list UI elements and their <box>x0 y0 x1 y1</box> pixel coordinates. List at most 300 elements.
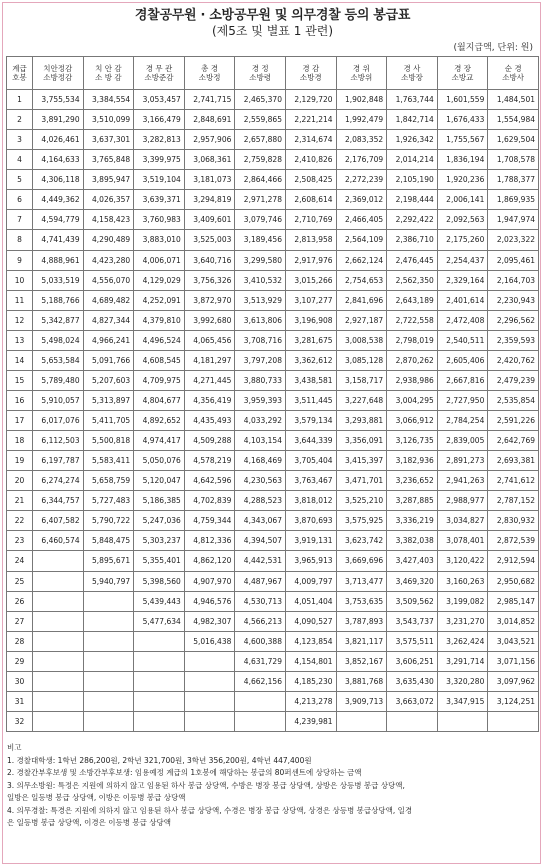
salary-cell: 2,083,352 <box>336 130 387 150</box>
salary-cell: 3,415,397 <box>336 451 387 471</box>
table-row <box>7 691 539 711</box>
salary-cell <box>33 711 84 731</box>
salary-cell: 3,068,361 <box>184 150 235 170</box>
salary-cell: 3,623,742 <box>336 531 387 551</box>
salary-cell: 3,347,915 <box>437 691 488 711</box>
salary-cell: 3,015,266 <box>285 270 336 290</box>
salary-cell: 1,554,984 <box>488 110 539 130</box>
salary-cell: 2,870,262 <box>387 350 438 370</box>
salary-cell: 3,262,424 <box>437 631 488 651</box>
grade-header-line: 호봉 <box>12 73 27 82</box>
salary-cell: 4,006,071 <box>134 250 185 270</box>
unit-label: (월지급액, 단위: 원) <box>453 43 533 53</box>
page-title: 경찰공무원 · 소방공무원 및 의무경찰 등의 봉급표 <box>134 8 411 23</box>
salary-cell: 4,168,469 <box>235 451 286 471</box>
column-header-line: 경 장 <box>454 64 471 73</box>
column-header-line: 소방정감 <box>43 73 73 82</box>
salary-cell: 3,760,983 <box>134 210 185 230</box>
salary-cell: 5,313,897 <box>83 390 134 410</box>
salary-cell: 3,613,806 <box>235 310 286 330</box>
salary-cell: 2,095,461 <box>488 250 539 270</box>
salary-cell: 5,207,603 <box>83 370 134 390</box>
salary-cell: 4,907,970 <box>184 571 235 591</box>
salary-cell: 1,484,501 <box>488 90 539 110</box>
table-row <box>7 671 539 691</box>
salary-cell: 2,535,854 <box>488 390 539 410</box>
table-row <box>7 451 539 471</box>
salary-cell: 2,230,943 <box>488 290 539 310</box>
table-row <box>7 170 539 190</box>
salary-cell: 2,465,370 <box>235 90 286 110</box>
salary-cell: 4,966,241 <box>83 330 134 350</box>
salary-cell: 3,755,534 <box>33 90 84 110</box>
salary-cell: 4,631,729 <box>235 651 286 671</box>
table-row <box>7 390 539 410</box>
salary-cell: 2,787,152 <box>488 491 539 511</box>
column-header-line: 소방령 <box>249 73 272 82</box>
salary-cell: 6,112,503 <box>33 431 84 451</box>
salary-cell: 3,438,581 <box>285 370 336 390</box>
salary-cell: 2,386,710 <box>387 230 438 250</box>
salary-cell: 3,763,467 <box>285 471 336 491</box>
salary-cell: 2,813,958 <box>285 230 336 250</box>
salary-cell: 4,974,417 <box>134 431 185 451</box>
salary-cell <box>387 711 438 731</box>
salary-cell: 2,917,976 <box>285 250 336 270</box>
salary-cell: 4,812,336 <box>184 531 235 551</box>
table-row <box>7 330 539 350</box>
column-header-line: 경 감 <box>302 64 320 73</box>
salary-cell: 3,160,263 <box>437 571 488 591</box>
salary-cell: 3,282,813 <box>134 130 185 150</box>
grade-cell: 23 <box>7 531 33 551</box>
salary-cell: 2,092,563 <box>437 210 488 230</box>
table-row <box>7 511 539 531</box>
grade-cell: 21 <box>7 491 33 511</box>
table-row <box>7 531 539 551</box>
salary-cell: 1,708,578 <box>488 150 539 170</box>
salary-cell: 4,033,292 <box>235 411 286 431</box>
salary-cell: 3,880,733 <box>235 370 286 390</box>
table-row <box>7 150 539 170</box>
salary-cell: 3,525,003 <box>184 230 235 250</box>
grade-cell: 13 <box>7 330 33 350</box>
grade-cell: 25 <box>7 571 33 591</box>
salary-cell: 6,197,787 <box>33 451 84 471</box>
grade-cell: 28 <box>7 631 33 651</box>
table-row <box>7 711 539 731</box>
salary-cell: 4,642,596 <box>184 471 235 491</box>
table-row <box>7 290 539 310</box>
salary-cell <box>235 711 286 731</box>
salary-cell: 2,175,260 <box>437 230 488 250</box>
note-line: 1. 경찰대학생: 1학년 286,200원, 2학년 321,700원, 3학년 356,200원, 4학년 447,400원 <box>7 755 312 765</box>
salary-cell: 2,841,696 <box>336 290 387 310</box>
salary-cell: 5,355,401 <box>134 551 185 571</box>
salary-cell: 4,379,810 <box>134 310 185 330</box>
salary-cell: 4,556,070 <box>83 270 134 290</box>
salary-cell: 4,449,362 <box>33 190 84 210</box>
salary-cell: 3,399,975 <box>134 150 185 170</box>
salary-cell <box>437 711 488 731</box>
salary-cell: 4,496,524 <box>134 330 185 350</box>
salary-cell: 3,227,648 <box>336 390 387 410</box>
salary-cell: 4,271,445 <box>184 370 235 390</box>
salary-cell <box>83 651 134 671</box>
salary-cell: 3,705,404 <box>285 451 336 471</box>
column-header-line: 소 방 감 <box>95 73 122 82</box>
salary-cell: 2,754,653 <box>336 270 387 290</box>
table-row <box>7 611 539 631</box>
salary-cell: 2,164,703 <box>488 270 539 290</box>
column-header <box>33 57 84 90</box>
salary-cell: 6,274,274 <box>33 471 84 491</box>
salary-cell: 1,676,433 <box>437 110 488 130</box>
salary-cell: 4,185,230 <box>285 671 336 691</box>
salary-cell: 6,460,574 <box>33 531 84 551</box>
salary-cell <box>83 711 134 731</box>
salary-cell: 3,410,532 <box>235 270 286 290</box>
salary-cell: 2,759,828 <box>235 150 286 170</box>
salary-cell: 2,472,408 <box>437 310 488 330</box>
grade-cell: 12 <box>7 310 33 330</box>
salary-cell: 3,635,430 <box>387 671 438 691</box>
salary-cell: 4,435,493 <box>184 411 235 431</box>
salary-cell: 4,103,154 <box>235 431 286 451</box>
table-row <box>7 431 539 451</box>
column-header-line: 소방위 <box>350 73 373 82</box>
salary-cell: 3,066,912 <box>387 411 438 431</box>
salary-cell <box>83 611 134 631</box>
salary-table <box>6 56 539 732</box>
salary-cell: 2,938,986 <box>387 370 438 390</box>
table-row <box>7 130 539 150</box>
salary-cell: 2,476,445 <box>387 250 438 270</box>
column-header-line: 경 사 <box>403 64 421 73</box>
salary-cell: 2,369,012 <box>336 190 387 210</box>
salary-cell: 3,294,819 <box>184 190 235 210</box>
salary-cell: 2,105,190 <box>387 170 438 190</box>
column-header-line: 경 무 관 <box>145 64 173 73</box>
salary-cell: 1,836,194 <box>437 150 488 170</box>
salary-cell: 3,510,099 <box>83 110 134 130</box>
salary-cell: 2,605,406 <box>437 350 488 370</box>
salary-cell: 3,509,562 <box>387 591 438 611</box>
salary-cell: 4,065,456 <box>184 330 235 350</box>
grade-cell: 3 <box>7 130 33 150</box>
salary-cell: 3,579,134 <box>285 411 336 431</box>
salary-cell <box>33 691 84 711</box>
salary-cell: 3,199,082 <box>437 591 488 611</box>
salary-cell <box>83 691 134 711</box>
grade-cell: 4 <box>7 150 33 170</box>
salary-cell: 3,281,675 <box>285 330 336 350</box>
table-row <box>7 370 539 390</box>
table-row <box>7 350 539 370</box>
salary-cell: 2,872,539 <box>488 531 539 551</box>
salary-cell: 4,689,482 <box>83 290 134 310</box>
salary-cell: 2,540,511 <box>437 330 488 350</box>
grade-cell: 6 <box>7 190 33 210</box>
grade-cell: 24 <box>7 551 33 571</box>
note-line: 4. 의무경찰: 특경은 지원에 의하지 않고 임용된 하사 봉급 상당액, 수경은 병장 봉급 상당액, 상경은 상등병 봉급상당액, 일경 <box>7 805 413 815</box>
salary-cell: 3,637,301 <box>83 130 134 150</box>
salary-cell: 5,653,584 <box>33 350 84 370</box>
salary-cell: 3,891,290 <box>33 110 84 130</box>
salary-cell: 3,765,848 <box>83 150 134 170</box>
salary-cell <box>33 671 84 691</box>
salary-cell: 3,181,073 <box>184 170 235 190</box>
salary-cell: 3,287,885 <box>387 491 438 511</box>
salary-cell: 1,902,848 <box>336 90 387 110</box>
salary-cell: 3,513,929 <box>235 290 286 310</box>
salary-cell: 3,959,393 <box>235 390 286 410</box>
salary-cell <box>33 631 84 651</box>
salary-cell: 3,291,714 <box>437 651 488 671</box>
salary-cell <box>336 711 387 731</box>
salary-cell: 6,344,757 <box>33 491 84 511</box>
salary-cell: 4,566,213 <box>235 611 286 631</box>
salary-cell: 2,296,562 <box>488 310 539 330</box>
salary-cell: 3,787,893 <box>336 611 387 631</box>
salary-cell: 3,124,251 <box>488 691 539 711</box>
salary-cell: 3,511,445 <box>285 390 336 410</box>
salary-cell: 5,188,766 <box>33 290 84 310</box>
salary-cell: 6,017,076 <box>33 411 84 431</box>
salary-cell: 4,026,461 <box>33 130 84 150</box>
salary-cell: 3,797,208 <box>235 350 286 370</box>
salary-cell: 2,466,405 <box>336 210 387 230</box>
salary-cell: 3,014,852 <box>488 611 539 631</box>
grade-cell: 11 <box>7 290 33 310</box>
salary-cell: 2,608,614 <box>285 190 336 210</box>
salary-cell: 2,941,263 <box>437 471 488 491</box>
salary-cell: 2,272,239 <box>336 170 387 190</box>
salary-cell: 5,498,024 <box>33 330 84 350</box>
grade-cell: 22 <box>7 511 33 531</box>
salary-cell: 1,788,377 <box>488 170 539 190</box>
salary-cell: 4,662,156 <box>235 671 286 691</box>
salary-cell: 3,644,339 <box>285 431 336 451</box>
salary-cell: 4,709,975 <box>134 370 185 390</box>
salary-cell: 2,410,826 <box>285 150 336 170</box>
salary-cell: 3,919,131 <box>285 531 336 551</box>
salary-cell: 4,982,307 <box>184 611 235 631</box>
salary-cell: 4,288,523 <box>235 491 286 511</box>
table-row <box>7 571 539 591</box>
salary-cell <box>184 651 235 671</box>
salary-cell: 3,708,716 <box>235 330 286 350</box>
salary-cell: 4,356,419 <box>184 390 235 410</box>
salary-cell: 4,213,278 <box>285 691 336 711</box>
salary-cell: 3,883,010 <box>134 230 185 250</box>
salary-cell: 3,575,925 <box>336 511 387 531</box>
salary-cell: 5,790,722 <box>83 511 134 531</box>
column-header-line: 경 위 <box>352 64 370 73</box>
salary-cell: 3,519,104 <box>134 170 185 190</box>
salary-cell: 3,078,401 <box>437 531 488 551</box>
salary-cell: 5,303,237 <box>134 531 185 551</box>
note-line: 은 일등병 봉급 상당액, 이경은 이등병 봉급 상당액 <box>7 818 171 827</box>
column-header-line: 소방사 <box>502 73 525 82</box>
column-header <box>184 57 235 90</box>
salary-cell: 4,026,357 <box>83 190 134 210</box>
notes-section <box>7 742 537 830</box>
salary-cell: 4,862,120 <box>184 551 235 571</box>
salary-cell: 5,342,877 <box>33 310 84 330</box>
salary-cell: 1,755,567 <box>437 130 488 150</box>
salary-cell: 4,158,423 <box>83 210 134 230</box>
grade-cell: 19 <box>7 451 33 471</box>
table-row <box>7 210 539 230</box>
table-row <box>7 411 539 431</box>
salary-cell: 3,753,635 <box>336 591 387 611</box>
table-row <box>7 591 539 611</box>
salary-cell: 5,398,560 <box>134 571 185 591</box>
salary-cell: 3,120,422 <box>437 551 488 571</box>
salary-cell: 3,336,219 <box>387 511 438 531</box>
column-header-line: 소방정 <box>198 73 221 82</box>
salary-cell <box>33 651 84 671</box>
grade-cell: 15 <box>7 370 33 390</box>
salary-cell: 4,702,839 <box>184 491 235 511</box>
salary-cell: 6,407,582 <box>33 511 84 531</box>
salary-cell: 2,292,422 <box>387 210 438 230</box>
salary-cell: 3,881,768 <box>336 671 387 691</box>
column-header-line: 소방교 <box>451 73 474 82</box>
salary-cell: 5,186,385 <box>134 491 185 511</box>
salary-cell: 2,950,682 <box>488 571 539 591</box>
salary-cell: 2,710,769 <box>285 210 336 230</box>
salary-cell: 3,293,881 <box>336 411 387 431</box>
salary-cell: 4,090,527 <box>285 611 336 631</box>
salary-cell: 4,239,981 <box>285 711 336 731</box>
salary-cell: 4,442,531 <box>235 551 286 571</box>
table-row <box>7 651 539 671</box>
salary-cell: 2,559,865 <box>235 110 286 130</box>
column-header-line: 순 경 <box>504 64 522 73</box>
salary-cell: 5,727,483 <box>83 491 134 511</box>
salary-cell: 2,642,769 <box>488 431 539 451</box>
salary-cell: 3,384,554 <box>83 90 134 110</box>
salary-cell: 3,166,479 <box>134 110 185 130</box>
salary-cell: 2,479,239 <box>488 370 539 390</box>
table-row <box>7 491 539 511</box>
salary-cell: 3,992,680 <box>184 310 235 330</box>
salary-cell: 5,658,759 <box>83 471 134 491</box>
salary-cell <box>33 571 84 591</box>
salary-cell <box>184 671 235 691</box>
salary-cell: 3,196,908 <box>285 310 336 330</box>
column-header-line: 치안정감 <box>43 64 73 73</box>
salary-cell <box>134 711 185 731</box>
salary-cell: 3,543,737 <box>387 611 438 631</box>
salary-cell <box>235 691 286 711</box>
salary-cell <box>134 691 185 711</box>
table-row <box>7 90 539 110</box>
salary-cell: 5,477,634 <box>134 611 185 631</box>
salary-cell: 2,508,425 <box>285 170 336 190</box>
column-header <box>488 57 539 90</box>
salary-cell: 2,221,214 <box>285 110 336 130</box>
salary-cell: 2,254,437 <box>437 250 488 270</box>
salary-cell: 3,043,521 <box>488 631 539 651</box>
salary-cell: 2,798,019 <box>387 330 438 350</box>
column-header-line: 총 경 <box>201 64 219 73</box>
salary-cell: 3,034,827 <box>437 511 488 531</box>
salary-cell: 2,830,932 <box>488 511 539 531</box>
salary-cell: 2,912,594 <box>488 551 539 571</box>
salary-cell: 2,643,189 <box>387 290 438 310</box>
table-row <box>7 551 539 571</box>
salary-cell <box>488 711 539 731</box>
salary-cell: 3,236,652 <box>387 471 438 491</box>
salary-cell: 5,411,705 <box>83 411 134 431</box>
grade-header-line: 계급 <box>12 64 27 73</box>
salary-cell <box>33 591 84 611</box>
column-header <box>336 57 387 90</box>
note-line: 일방은 일등병 봉급 상당액, 이방은 이등병 봉급 상당액 <box>7 793 186 802</box>
note-line: 2. 경찰간부후보생 및 소방간부후보생: 임용예정 계급의 1호봉에 해당하는 봉급의 80퍼센트에 상당하는 금액 <box>7 768 362 777</box>
salary-cell: 3,004,295 <box>387 390 438 410</box>
salary-cell: 2,198,444 <box>387 190 438 210</box>
salary-cell: 4,252,091 <box>134 290 185 310</box>
salary-cell: 4,009,797 <box>285 571 336 591</box>
salary-cell: 4,594,779 <box>33 210 84 230</box>
salary-cell: 2,693,381 <box>488 451 539 471</box>
salary-cell: 3,525,210 <box>336 491 387 511</box>
table-row <box>7 230 539 250</box>
salary-cell: 3,852,167 <box>336 651 387 671</box>
salary-cell: 2,784,254 <box>437 411 488 431</box>
grade-cell: 26 <box>7 591 33 611</box>
salary-cell <box>83 631 134 651</box>
salary-cell: 3,053,457 <box>134 90 185 110</box>
table-row <box>7 250 539 270</box>
salary-cell: 4,608,545 <box>134 350 185 370</box>
salary-cell: 3,469,320 <box>387 571 438 591</box>
column-header <box>387 57 438 90</box>
salary-cell: 1,629,504 <box>488 130 539 150</box>
salary-cell: 4,164,633 <box>33 150 84 170</box>
column-header <box>235 57 286 90</box>
salary-cell: 4,487,967 <box>235 571 286 591</box>
salary-cell: 3,299,580 <box>235 250 286 270</box>
salary-cell: 5,789,480 <box>33 370 84 390</box>
salary-cell: 2,985,147 <box>488 591 539 611</box>
notes-heading: 비고 <box>7 743 22 752</box>
salary-cell: 3,663,072 <box>387 691 438 711</box>
grade-cell: 16 <box>7 390 33 410</box>
grade-cell: 14 <box>7 350 33 370</box>
salary-cell: 3,409,601 <box>184 210 235 230</box>
column-header <box>134 57 185 90</box>
salary-cell: 1,601,559 <box>437 90 488 110</box>
salary-cell: 2,891,273 <box>437 451 488 471</box>
table-row <box>7 270 539 290</box>
salary-cell: 5,247,036 <box>134 511 185 531</box>
salary-cell: 3,071,156 <box>488 651 539 671</box>
salary-cell: 5,895,671 <box>83 551 134 571</box>
salary-cell: 2,957,906 <box>184 130 235 150</box>
salary-cell: 3,872,970 <box>184 290 235 310</box>
salary-cell: 3,909,713 <box>336 691 387 711</box>
salary-cell: 3,965,913 <box>285 551 336 571</box>
grade-cell: 31 <box>7 691 33 711</box>
grade-cell: 7 <box>7 210 33 230</box>
salary-cell: 4,892,652 <box>134 411 185 431</box>
salary-cell: 3,640,716 <box>184 250 235 270</box>
